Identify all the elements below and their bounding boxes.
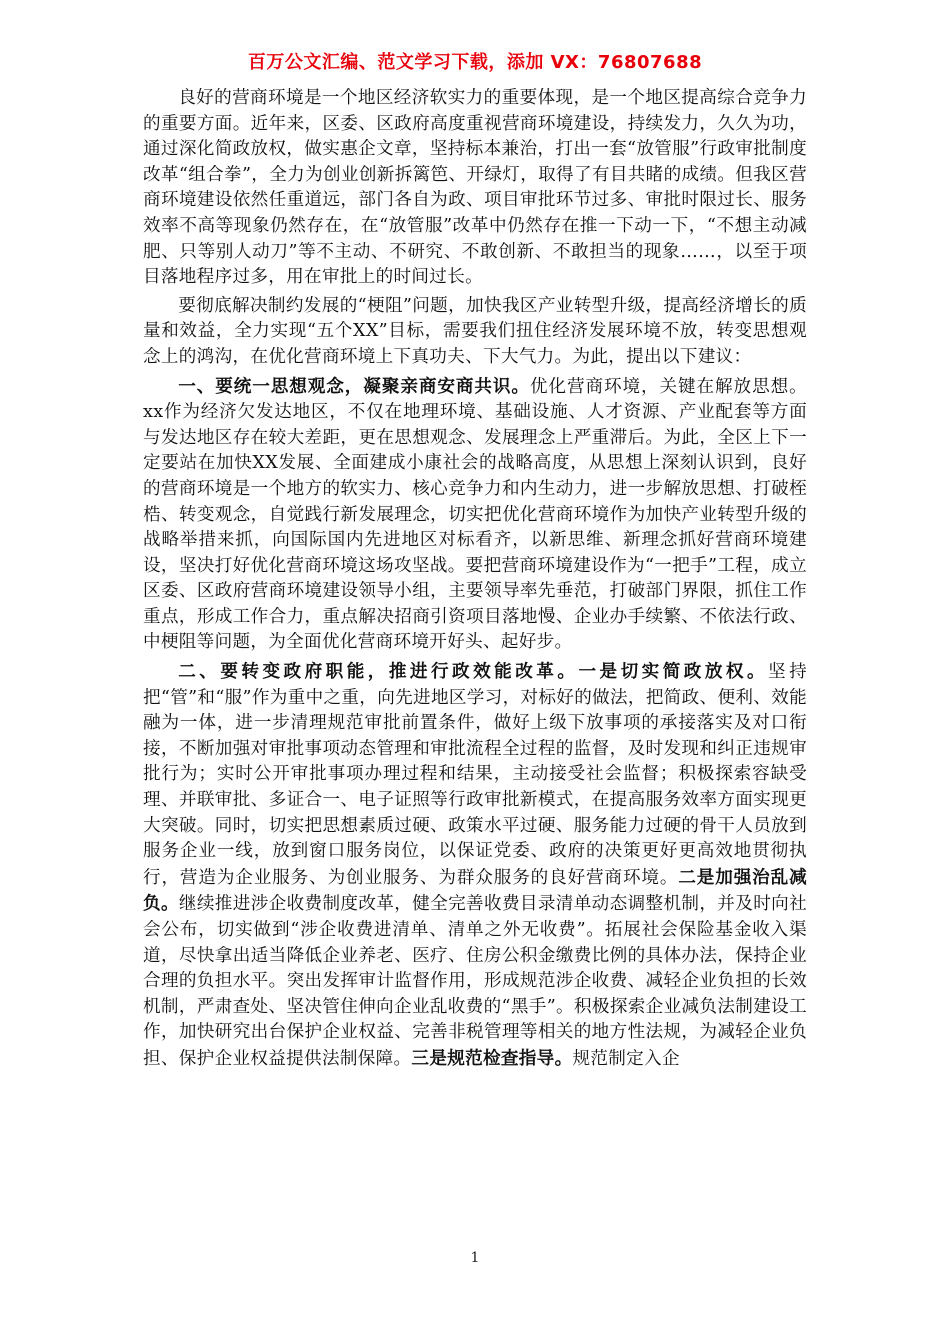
section-one-text: 优化营商环境，关键在解放思想。xx作为经济欠发达地区，不仅在地理环境、基础设施、人才资源、产业配套等方面与发达地区存在较大差距，更在思想观念、发展理念上严重滞后。为此，全区上下一定要站在加快XX发展、全面建成小康社会的战略高度，从思想上深刻认识到，良好的营商环境是一个地方的软实力、核心竞争力和内生动力，进一步解放思想、打破桎梏、转变观念，自觉践行新发展理念，切实把优化营商环境作为加快产业转型升级的战略举措来抓，向国际国内先进地区对标看齐，以新思维、新理念抓好营商环境建设，坚决打好优化营商环境这场攻坚战。要把营商环境建设作为“一把手”工程，成立区委、区政府营商环境建设领导小组，主要领导率先垂范，打破部门界限，抓住工作重点，形成工作合力，重点解决招商引资项目落地慢、企业办手续繁、不依法行政、中梗阻等问题，为全面优化营商环境开好头、起好步。 [143, 376, 807, 653]
section-two-heading: 二、要转变政府职能，推进行政效能改革。 [178, 661, 579, 683]
watermark-banner: 百万公文汇编、范文学习下载，添加 VX：76807688 [247, 52, 703, 73]
section-one-heading: 一、要统一思想观念，凝聚亲商安商共识。 [178, 375, 530, 397]
document-body [143, 86, 807, 1073]
paragraph-proposal: 要彻底解决制约发展的“梗阻”问题，加快我区产业转型升级，提高经济增长的质量和效益，全力实现“五个XX”目标，需要我们扭住经济发展环境不放，转变思想观念上的鸿沟，在优化营商环境上下真功夫、下大气力。为此，提出以下建议： [143, 295, 807, 367]
subsection-two-text: 继续推进涉企收费制度改革，健全完善收费目录清单动态调整机制，并及时向社会公布，切实做到“涉企收费进清单、清单之外无收费”。拓展社会保险基金收入渠道，尽快拿出适当降低企业养老、医疗、住房公积金缴费比例的具体办法，保持企业合理的负担水平。突出发挥审计监督作用，形成规范涉企收费、减轻企业负担的长效机制，严肃查处、坚决管住伸向企业乱收费的“黑手”。积极探索企业减负法制建设工作，加快研究出台保护企业权益、完善非税管理等相关的地方性法规，为减轻企业负担、保护企业权益提供法制保障。 [143, 894, 807, 1069]
subsection-two-heading: 二是加强治乱减负。 [143, 866, 807, 915]
subsection-one-heading: 一是切实简政放权。 [578, 661, 769, 683]
page-number: 1 [470, 1250, 480, 1266]
subsection-one-text: 坚持把“管”和“服”作为重中之重，向先进地区学习，对标好的做法，把简政、便利、效能融为一体，进一步清理规范审批前置条件，做好上级下放事项的承接落实及对口衔接，不断加强对审批事项动态管理和审批流程全过程的监督，及时发现和纠正违规审批行为；实时公开审批事项办理过程和结果，主动接受社会监督；积极探索容缺受理、并联审批、多证合一、电子证照等行政审批新模式，在提高服务效率方面实现更大突破。同时，切实把思想素质过硬、政策水平过硬、服务能力过硬的骨干人员放到服务企业一线，放到窗口服务岗位，以保证党委、政府的决策更好更高效地贯彻执行，营造为企业服务、为创业服务、为群众服务的良好营商环境。 [143, 662, 807, 888]
paragraph-section-one [143, 374, 807, 657]
subsection-three-heading: 三是规范检查指导。 [411, 1047, 573, 1069]
paragraph-section-two [143, 659, 807, 1073]
paragraph-intro: 良好的营商环境是一个地区经济软实力的重要体现，是一个地区提高综合竞争力的重要方面。近年来，区委、区政府高度重视营商环境建设，持续发力，久久为功，通过深化简政放权，做实惠企文章，坚持标本兼治，打出一套“放管服”行政审批制度改革“组合拳”，全力为创业创新拆篱笆、开绿灯，取得了有目共睹的成绩。但我区营商环境建设依然任重道远，部门各自为政、项目审批环节过多、审批时限过长、服务效率不高等现象仍然存在，在“放管服”改革中仍然存在推一下动一下，“不想主动减肥、只等别人动刀”等不主动、不研究、不敢创新、不敢担当的现象……，以至于项目落地程序过多，用在审批上的时间过长。 [143, 88, 807, 288]
subsection-three-text: 规范制定入企 [572, 1048, 680, 1069]
